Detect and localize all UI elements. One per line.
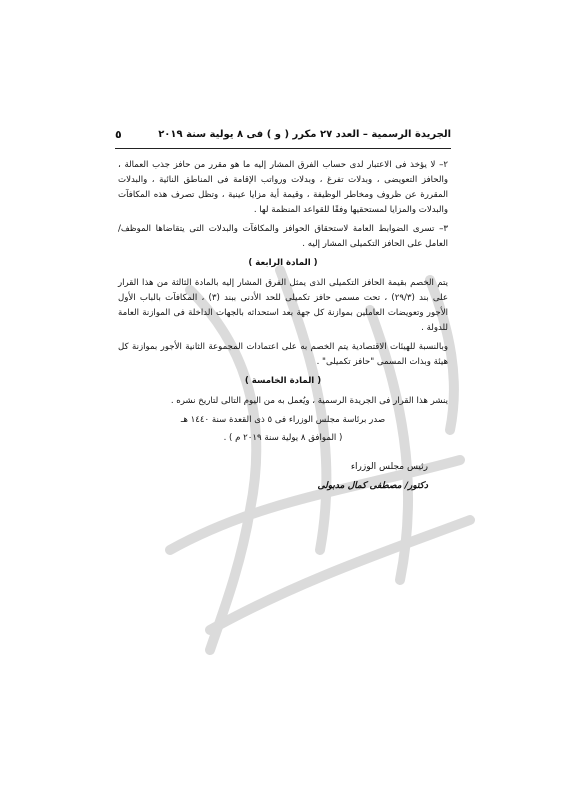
signature-block (118, 460, 448, 494)
article-5-heading: ( المادة الخامسة ) (244, 376, 322, 386)
header-divider (115, 148, 451, 149)
gregorian-date: ( الموافق ٨ يولية سنة ٢٠١٩ م ) . (223, 433, 343, 443)
header-title: الجريدة الرسمية – العدد ٢٧ مكرر ( و ) فى ٨ يولية سنة ٢٠١٩ (158, 128, 451, 140)
article-4-text: يتم الخصم بقيمة الحافز التكميلى الذى يمثل الفرق المشار إليه بالمادة الثالثة من هذا القرار على بند (٢٩/٣) ، تحت مسمى حافز تكميلى للحد الأدنى ببند (٣) ، المكافآت بالباب الأول الأجور وتعويضات العاملين بموازنة كل جهة بعد استحداثه بالجهات الداخلة فى الموازنة العامة للدولة . (118, 278, 448, 333)
page-number: ٥ (115, 127, 122, 141)
article-4-economic: وبالنسبة للهيئات الاقتصادية يتم الخصم به على اعتمادات المجموعة الثانية الأجور بموازنة كل هيئة وبذات المسمى "حافز تكميلى" . (118, 342, 448, 367)
journal-header (115, 124, 451, 144)
article-5-text: ينشر هذا القرار فى الجريدة الرسمية ، ويُعمل به من اليوم التالى لتاريخ نشره . (170, 396, 448, 406)
signatory-title: رئيس مجلس الوزراء (350, 462, 428, 472)
clause-3: ٣– تسرى الضوابط العامة لاستحقاق الحوافز والمكافآت والبدلات التى يتقاضاها الموظف/ العامل على الحافز التكميلى المشار إليه . (118, 224, 448, 249)
issued-date: صدر برئاسة مجلس الوزراء فى ٥ ذى القعدة سنة ١٤٤٠ هـ (180, 415, 386, 425)
signatory-name: دكتور/ مصطفى كمال مدبولى (317, 481, 428, 491)
document-body (118, 158, 448, 494)
clause-2: ٢– لا يؤخذ فى الاعتبار لدى حساب الفرق المشار إليه ما هو مقرر من حافز جذب العمالة ، والحافز التعويضى ، وبدلات تفرغ ، وبدلات ورواتب الإقامة فى المناطق النائية ، والبدلات المقررة عن ظروف ومخاطر الوظيفة ، وقيمة أية مزايا عينية ، وتظل تصرف هذه المكافآت والبدلات والمزايا لمستحقيها وفقًا للقواعد المنظمة لها . (118, 160, 448, 215)
article-4-heading: ( المادة الرابعة ) (248, 258, 318, 268)
